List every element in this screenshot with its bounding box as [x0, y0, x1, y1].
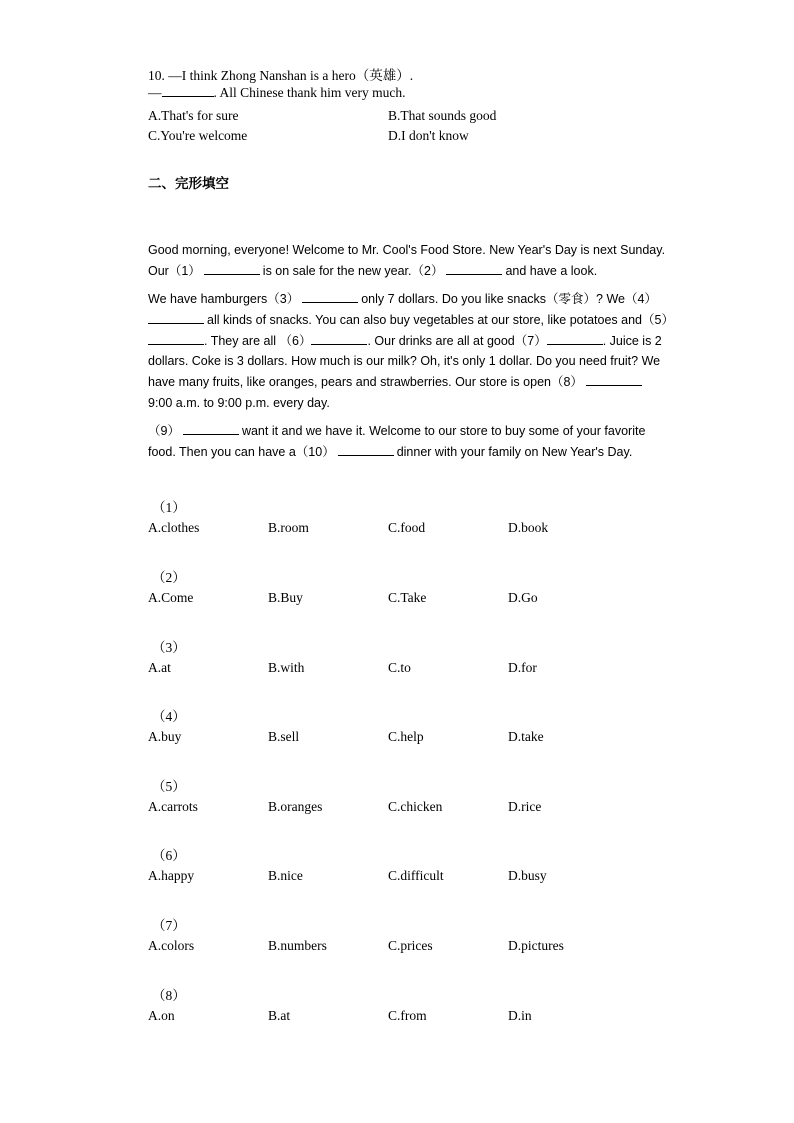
- passage-line: all kinds of snacks. You can also buy vegetables at our store, like potatoes and（5）: [148, 310, 708, 331]
- q3-option-a[interactable]: A.at: [148, 660, 171, 675]
- section-title: 二、完形填空: [148, 176, 229, 192]
- q3-option-d[interactable]: D.for: [508, 660, 537, 675]
- q2-option-b[interactable]: B.Buy: [268, 590, 303, 605]
- passage-paragraph-2: [148, 289, 708, 414]
- passage-paragraph-1: [148, 240, 708, 282]
- answer-suffix: . All Chinese thank him very much.: [213, 85, 406, 100]
- q7-option-a[interactable]: A.colors: [148, 938, 195, 953]
- q8-option-a[interactable]: A.on: [148, 1008, 175, 1023]
- passage-line: 9:00 a.m. to 9:00 p.m. every day.: [148, 395, 330, 410]
- q1-option-d[interactable]: D.book: [508, 520, 549, 535]
- question-number: （7）: [152, 918, 186, 933]
- q5-option-c[interactable]: C.chicken: [388, 799, 443, 814]
- passage-line: We have hamburgers（3） only 7 dollars. Do you like snacks（零食）? We（4）: [148, 292, 657, 306]
- q5-option-a[interactable]: A.carrots: [148, 799, 198, 814]
- blank-9: [183, 422, 239, 435]
- blank-2: [446, 262, 502, 275]
- q2-option-c[interactable]: C.Take: [388, 590, 427, 605]
- q5-option-b[interactable]: B.oranges: [268, 799, 323, 814]
- question-10-text: 10. —I think Zhong Nanshan is a hero（英雄）.: [148, 68, 414, 83]
- q10-option-a[interactable]: A.That's for sure: [148, 108, 239, 123]
- passage-line: . They are all （6） . Our drinks are all at good（7） . Juice is 2: [148, 331, 708, 352]
- q6-option-c[interactable]: C.difficult: [388, 868, 444, 883]
- passage-line: food. Then you can have a（10） dinner with your family on New Year's Day.: [148, 444, 633, 459]
- q7-option-d[interactable]: D.pictures: [508, 938, 564, 953]
- q4-option-c[interactable]: C.help: [388, 729, 424, 744]
- passage-line: dollars. Coke is 3 dollars. How much is our milk? Oh, it's only 1 dollar. Do you need fruit? We: [148, 354, 661, 369]
- q7-option-b[interactable]: B.numbers: [268, 938, 327, 953]
- q4-option-a[interactable]: A.buy: [148, 729, 182, 744]
- answer-blank: [162, 84, 214, 97]
- question-number: （8）: [152, 988, 186, 1003]
- passage-line: Good morning, everyone! Welcome to Mr. Cool's Food Store. New Year's Day is next Sunday.: [148, 243, 666, 257]
- question-number: （1）: [152, 500, 186, 515]
- question-number: （5）: [152, 779, 186, 794]
- blank-8: [586, 373, 642, 386]
- question-number: （3）: [152, 640, 186, 655]
- q2-option-a[interactable]: A.Come: [148, 590, 194, 605]
- q3-option-b[interactable]: B.with: [268, 660, 305, 675]
- q4-option-b[interactable]: B.sell: [268, 729, 300, 744]
- q10-option-b[interactable]: B.That sounds good: [388, 108, 497, 123]
- blank-3: [302, 290, 358, 303]
- question-10-answer-line: [148, 84, 405, 101]
- blank-6: [311, 332, 367, 345]
- answer-prefix: —: [148, 85, 162, 100]
- passage-line: （9） want it and we have it. Welcome to our store to buy some of your favorite: [148, 424, 646, 438]
- question-number: （6）: [152, 848, 186, 863]
- q10-option-d[interactable]: D.I don't know: [388, 128, 469, 143]
- q7-option-c[interactable]: C.prices: [388, 938, 433, 953]
- question-number: （4）: [152, 709, 186, 724]
- q6-option-a[interactable]: A.happy: [148, 868, 195, 883]
- blank-7: [547, 332, 603, 345]
- passage-line: have many fruits, like oranges, pears and strawberries. Our store is open（8）: [148, 372, 708, 393]
- q8-option-d[interactable]: D.in: [508, 1008, 532, 1023]
- blank-10: [338, 443, 394, 456]
- q4-option-d[interactable]: D.take: [508, 729, 544, 744]
- q1-option-b[interactable]: B.room: [268, 520, 309, 535]
- q1-option-c[interactable]: C.food: [388, 520, 426, 535]
- q2-option-d[interactable]: D.Go: [508, 590, 538, 605]
- blank-5: [148, 332, 204, 345]
- question-number: （2）: [152, 570, 186, 585]
- q6-option-b[interactable]: B.nice: [268, 868, 303, 883]
- q6-option-d[interactable]: D.busy: [508, 868, 547, 883]
- q8-option-c[interactable]: C.from: [388, 1008, 427, 1023]
- passage-paragraph-3: [148, 421, 708, 463]
- blank-4: [148, 311, 204, 324]
- q1-option-a[interactable]: A.clothes: [148, 520, 200, 535]
- q3-option-c[interactable]: C.to: [388, 660, 411, 675]
- q8-option-b[interactable]: B.at: [268, 1008, 291, 1023]
- q5-option-d[interactable]: D.rice: [508, 799, 542, 814]
- passage-line: Our（1） is on sale for the new year.（2） and have a look.: [148, 263, 598, 278]
- blank-1: [204, 262, 260, 275]
- q10-option-c[interactable]: C.You're welcome: [148, 128, 248, 143]
